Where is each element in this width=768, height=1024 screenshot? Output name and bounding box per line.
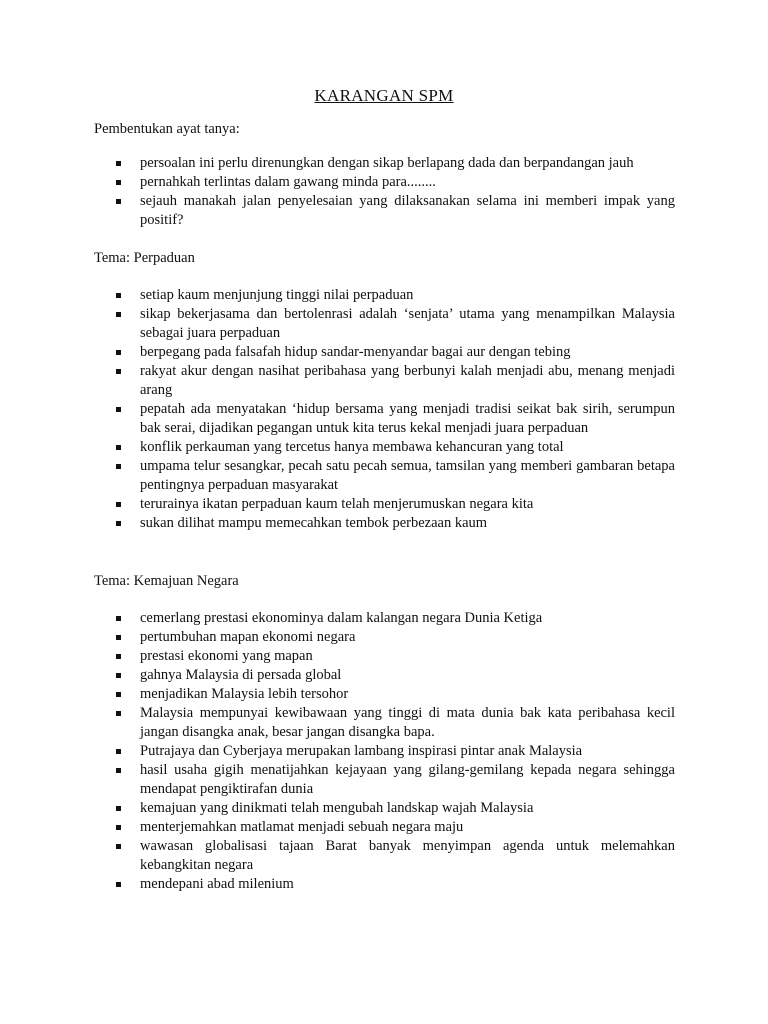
bullet-icon	[116, 502, 121, 507]
bullet-icon	[116, 768, 121, 773]
bullet-icon	[116, 825, 121, 830]
list-item: menjadikan Malaysia lebih tersohor	[116, 685, 675, 704]
list-item: sukan dilihat mampu memecahkan tembok perbezaan kaum	[116, 514, 675, 533]
bullet-icon	[116, 749, 121, 754]
bullet-icon	[116, 180, 121, 185]
bullet-icon	[116, 692, 121, 697]
bullet-icon	[116, 350, 121, 355]
list-ayat-tanya	[116, 154, 675, 230]
list-item: Malaysia mempunyai kewibawaan yang tinggi di mata dunia bak kata peribahasa kecil jangan disangka anak, besar jangan disangka bapa.	[116, 704, 675, 742]
list-item: terurainya ikatan perpaduan kaum telah menjerumuskan negara kita	[116, 495, 675, 514]
bullet-icon	[116, 407, 121, 412]
list-item: wawasan globalisasi tajaan Barat banyak menyimpan agenda untuk melemahkan kebangkitan negara	[116, 837, 675, 875]
section-heading-ayat-tanya: Pembentukan ayat tanya:	[94, 121, 240, 137]
list-item: pertumbuhan mapan ekonomi negara	[116, 628, 675, 647]
list-item: konflik perkauman yang tercetus hanya membawa kehancuran yang total	[116, 438, 675, 457]
bullet-icon	[116, 673, 121, 678]
list-item: kemajuan yang dinikmati telah mengubah landskap wajah Malaysia	[116, 799, 675, 818]
list-item: pernahkah terlintas dalam gawang minda para........	[116, 173, 675, 192]
list-item: pepatah ada menyatakan ‘hidup bersama yang menjadi tradisi seikat bak sirih, serumpun bak serai, dijadikan pegangan untuk kita terus kekal menjadi juara perpaduan	[116, 400, 675, 438]
list-item: persoalan ini perlu direnungkan dengan sikap berlapang dada dan berpandangan jauh	[116, 154, 675, 173]
bullet-icon	[116, 882, 121, 887]
bullet-icon	[116, 464, 121, 469]
bullet-icon	[116, 844, 121, 849]
list-item: setiap kaum menjunjung tinggi nilai perpaduan	[116, 286, 675, 305]
list-item: mendepani abad milenium	[116, 875, 675, 894]
list-item: umpama telur sesangkar, pecah satu pecah semua, tamsilan yang memberi gambaran betapa pentingnya perpaduan masyarakat	[116, 457, 675, 495]
list-item: sejauh manakah jalan penyelesaian yang dilaksanakan selama ini memberi impak yang positif?	[116, 192, 675, 230]
bullet-icon	[116, 521, 121, 526]
bullet-icon	[116, 635, 121, 640]
list-item: hasil usaha gigih menatijahkan kejayaan yang gilang-gemilang kepada negara sehingga mendapat pengiktirafan dunia	[116, 761, 675, 799]
bullet-icon	[116, 711, 121, 716]
list-item: sikap bekerjasama dan bertolenrasi adalah ‘senjata’ utama yang menampilkan Malaysia sebagai juara perpaduan	[116, 305, 675, 343]
list-item: cemerlang prestasi ekonominya dalam kalangan negara Dunia Ketiga	[116, 609, 675, 628]
bullet-icon	[116, 445, 121, 450]
page-title: KARANGAN SPM	[314, 86, 454, 105]
section-heading-perpaduan: Tema: Perpaduan	[94, 250, 195, 266]
list-item: rakyat akur dengan nasihat peribahasa yang berbunyi kalah menjadi abu, menang menjadi arang	[116, 362, 675, 400]
bullet-icon	[116, 616, 121, 621]
bullet-icon	[116, 369, 121, 374]
list-item: menterjemahkan matlamat menjadi sebuah negara maju	[116, 818, 675, 837]
bullet-icon	[116, 806, 121, 811]
list-kemajuan-negara	[116, 609, 675, 894]
bullet-icon	[116, 654, 121, 659]
list-item: gahnya Malaysia di persada global	[116, 666, 675, 685]
list-perpaduan	[116, 286, 675, 533]
bullet-icon	[116, 161, 121, 166]
section-heading-kemajuan-negara: Tema: Kemajuan Negara	[94, 573, 239, 589]
bullet-icon	[116, 312, 121, 317]
bullet-icon	[116, 293, 121, 298]
bullet-icon	[116, 199, 121, 204]
list-item: Putrajaya dan Cyberjaya merupakan lambang inspirasi pintar anak Malaysia	[116, 742, 675, 761]
list-item: prestasi ekonomi yang mapan	[116, 647, 675, 666]
list-item: berpegang pada falsafah hidup sandar-menyandar bagai aur dengan tebing	[116, 343, 675, 362]
